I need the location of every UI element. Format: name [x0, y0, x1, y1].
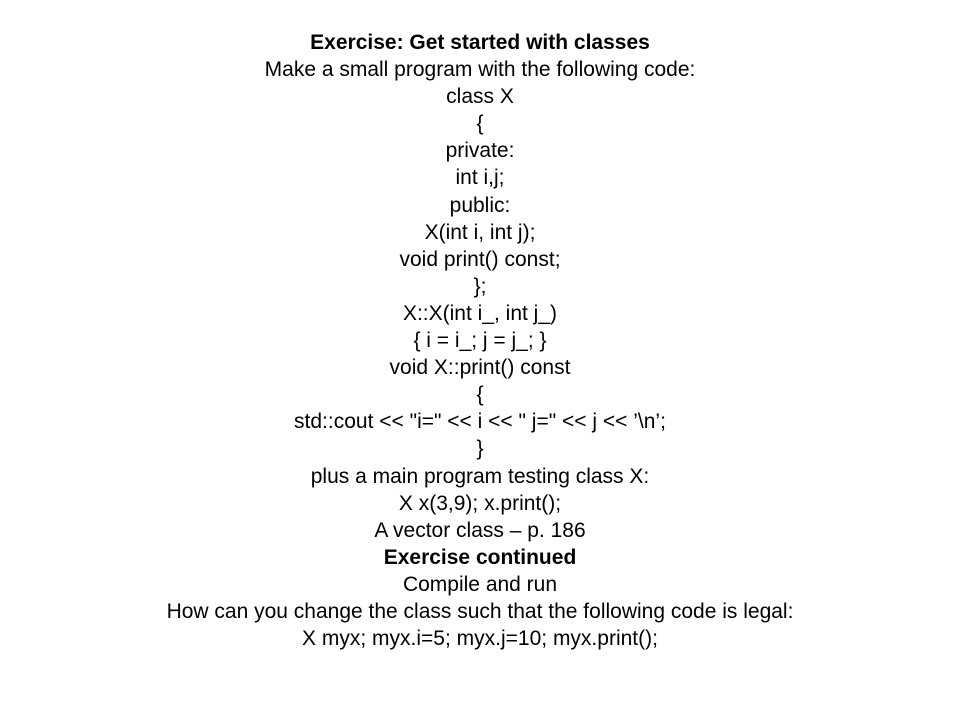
compile-step: Compile and run	[402, 572, 558, 596]
code-line: public:	[449, 193, 511, 217]
code-line: class X	[446, 85, 514, 109]
continued-title: Exercise continued	[383, 545, 577, 569]
code-line: { i = i_; j = j_; }	[413, 329, 547, 353]
code-line: int i,j;	[455, 166, 505, 190]
code-line: void print() const;	[399, 247, 561, 271]
code-line: {	[476, 112, 484, 136]
code-line: X::X(int i_, int j_)	[402, 301, 558, 325]
code-line: void X::print() const	[389, 356, 571, 380]
change-question: How can you change the class such that the following code is legal:	[166, 599, 794, 623]
main-program-code: X x(3,9); x.print();	[398, 491, 562, 515]
exercise-intro: Make a small program with the following code:	[264, 58, 696, 82]
code-line: private:	[445, 139, 515, 163]
code-line: }	[476, 437, 484, 461]
legal-code-example: X myx; myx.i=5; myx.j=10; myx.print();	[302, 627, 658, 651]
code-line: {	[476, 383, 484, 407]
code-line: };	[473, 274, 487, 298]
code-line: X(int i, int j);	[424, 220, 536, 244]
reference-text: A vector class – p. 186	[374, 518, 586, 542]
exercise-title: Exercise: Get started with classes	[310, 31, 650, 54]
code-line: std::cout << "i=" << i << " j=" << j << ’\n’;	[294, 410, 666, 434]
class-code-block	[0, 83, 960, 462]
main-program-intro: plus a main program testing class X:	[310, 464, 650, 488]
